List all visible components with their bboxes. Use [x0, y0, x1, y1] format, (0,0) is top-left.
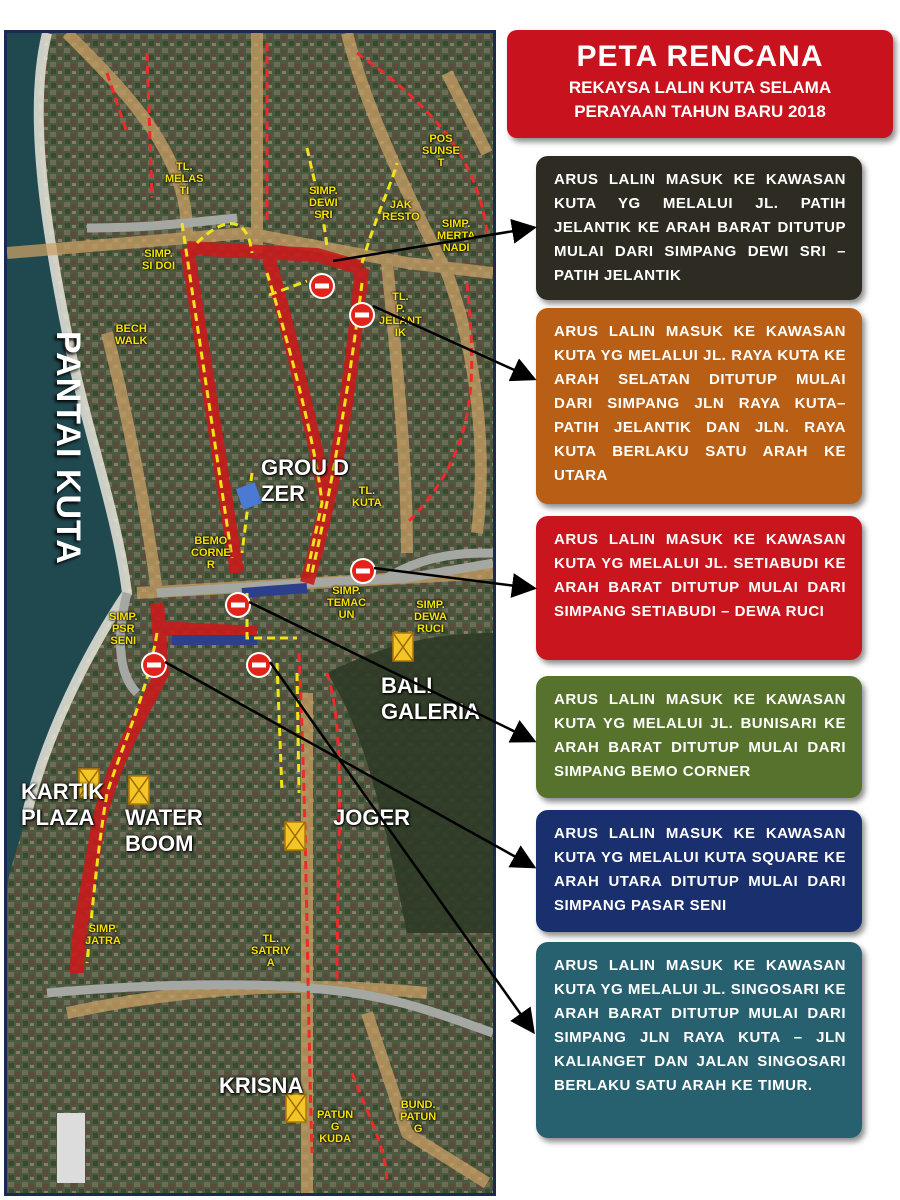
- ground-zero-label: GROU D ZER: [261, 455, 349, 506]
- traffic-map: [4, 30, 496, 1196]
- tl-melasti-label: TL. MELAS TI: [165, 161, 204, 197]
- simp-psr-seni-label: SIMP. PSR SENI: [109, 611, 138, 647]
- title-main: PETA RENCANA: [576, 40, 824, 73]
- bech-walk-label: BECH WALK: [115, 323, 148, 347]
- note-text: ARUS LALIN MASUK KE KAWASAN KUTA YG MELALUI JL. PATIH JELANTIK KE ARAH BARAT DITUTUP MULAI DARI SIMPANG DEWI SRI – PATIH JELANTIK: [554, 171, 846, 284]
- note-singosari: [536, 942, 862, 1138]
- bund-patung-label: BUND. PATUN G: [400, 1099, 437, 1135]
- krisna-label: KRISNA: [219, 1073, 304, 1098]
- joger-label: JOGER: [333, 805, 411, 830]
- note-text: ARUS LALIN MASUK KE KAWASAN KUTA YG MELALUI JL. RAYA KUTA KE ARAH SELATAN DITUTUP MULAI DARI SIMPANG JLN RAYA KUTA– PATIH JELANTIK DAN JLN. RAYA KUTA BERLAKU SATU ARAH KE UTARA: [554, 323, 846, 484]
- simp-temacun-label: SIMP. TEMAC UN: [327, 585, 367, 621]
- kartika-plaza-label: KARTIK PLAZA: [21, 779, 105, 830]
- tl-p-jelantik-label: TL. P. JELANT IK: [379, 291, 422, 339]
- note-kuta-square: [536, 810, 862, 932]
- bemo-corner-label: BEMO CORNE R: [191, 535, 231, 571]
- blue-road-b: [242, 588, 307, 593]
- title-line1: REKAYSA LALIN KUTA SELAMA: [568, 78, 832, 97]
- simp-dewi-sri-label: SIMP. DEWI SRI: [309, 185, 338, 221]
- pantai-kuta-label: PANTAI KUTA: [49, 331, 87, 565]
- title-banner: [507, 30, 893, 138]
- note-raya-kuta: [536, 308, 862, 504]
- note-text: ARUS LALIN MASUK KE KAWASAN KUTA YG MELALUI JL. BUNISARI KE ARAH BARAT DITUTUP MULAI DARI SIMPANG BEMO CORNER: [554, 691, 846, 780]
- tl-kuta-label: TL. KUTA: [352, 485, 382, 509]
- note-patih-jelantik: [536, 156, 862, 300]
- water-boom-label: WATER BOOM: [125, 805, 203, 856]
- note-bunisari: [536, 676, 862, 798]
- jak-resto-label: JAK RESTO: [382, 199, 420, 223]
- patung-kuda-label: PATUN G KUDA: [317, 1109, 354, 1145]
- simp-si-doi-label: SIMP. SI DOI: [142, 248, 176, 272]
- note-text: ARUS LALIN MASUK KE KAWASAN KUTA YG MELALUI KUTA SQUARE KE ARAH UTARA DITUTUP MULAI DARI SIMPANG PASAR SENI: [554, 825, 846, 914]
- simp-merta-nadi-label: SIMP. MERTA NADI: [437, 218, 476, 254]
- note-text: ARUS LALIN MASUK KE KAWASAN KUTA YG MELALUI JL. SETIABUDI KE ARAH BARAT DITUTUP MULAI DARI SIMPANG SETIABUDI – DEWA RUCI: [554, 531, 846, 620]
- title-line2: PERAYAAN TAHUN BARU 2018: [574, 102, 826, 121]
- building-block: [57, 1113, 85, 1183]
- note-text: ARUS LALIN MASUK KE KAWASAN KUTA YG MELALUI JL. SINGOSARI KE ARAH BARAT DITUTUP MULAI DARI SIMPANG JLN RAYA KUTA – JLN KALIANGET DAN JALAN SINGOSARI BERLAKU SATU ARAH KE TIMUR.: [554, 957, 846, 1094]
- note-setiabudi: [536, 516, 862, 660]
- pos-sunset-label: POS SUNSE T: [422, 133, 460, 169]
- bali-galeria-label: BALI GALERIA: [381, 673, 480, 724]
- simp-jatra-label: SIMP. JATRA: [85, 923, 121, 947]
- tl-satriya-label: TL. SATRIY A: [251, 933, 291, 969]
- simp-dewa-ruci-label: SIMP. DEWA RUCI: [414, 599, 447, 635]
